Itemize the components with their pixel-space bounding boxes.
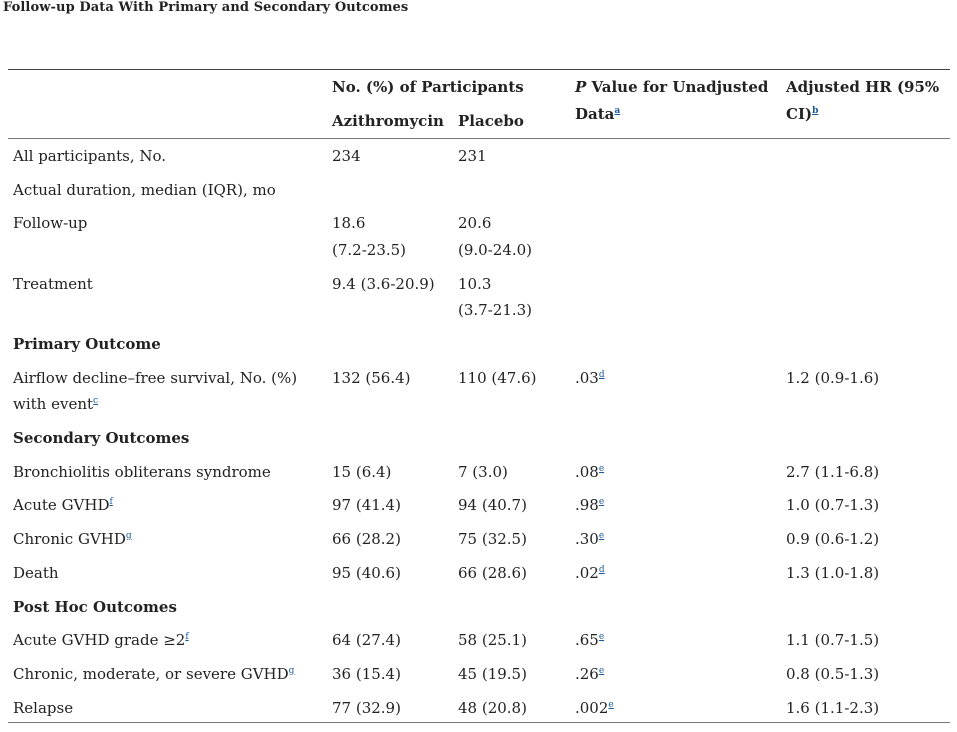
cell-followup-azi-range: (7.2-23.5) [332,241,407,259]
footnote-e-link[interactable]: e [598,497,605,507]
cell-death-pla: 66 (28.6) [458,564,527,582]
bottom-rule [8,722,950,723]
footnote-e-link[interactable]: e [598,531,605,541]
row-label-bos: Bronchiolitis obliterans syndrome [13,463,271,481]
cell-bos-hr: 2.7 (1.1-6.8) [786,463,880,481]
row-label-acute-gvhd: Acute GVHD$^f$ [13,496,113,514]
footnote-a-link[interactable]: a [614,106,621,116]
row-label-all-participants: All participants, No. [13,147,167,165]
footnote-e-link[interactable]: e [598,666,605,676]
cell-chronic-pla: 75 (32.5) [458,530,527,548]
cell-relapse-hr: 1.6 (1.1-2.3) [786,699,880,717]
row-label-treatment: Treatment [13,275,93,293]
section-secondary-outcomes: Secondary Outcomes [13,429,190,447]
cell-relapse-pla: 48 (20.8) [458,699,527,717]
row-label-actual-duration: Actual duration, median (IQR), mo [13,181,276,199]
pvalue-italic-p: P [575,78,587,96]
col-header-hr-line2: CI)$^b$ [786,105,819,123]
table-title: Follow-up Data With Primary and Secondary Outcomes [3,0,409,15]
cell-acute2-pla: 58 (25.1) [458,631,527,649]
cell-acute2-hr: 1.1 (0.7-1.5) [786,631,880,649]
cell-bos-p: .08e [575,463,605,481]
cell-chronicmod-pla: 45 (19.5) [458,665,527,683]
footnote-c-link[interactable]: c [93,396,99,406]
cell-relapse-p: .002e [575,699,614,717]
row-label-chronic-moderate: Chronic, moderate, or severe GVHD$^g$ [13,665,295,683]
cell-airflow-p: .03$^d$ [575,369,605,387]
cell-acute-p: .98e [575,496,605,514]
row-label-airflow-line2: with event$^c$ [13,395,99,413]
row-label-followup: Follow-up [13,214,88,232]
section-post-hoc-outcomes: Post Hoc Outcomes [13,598,177,616]
cell-relapse-azi: 77 (32.9) [332,699,401,717]
footnote-f-link[interactable]: f [109,497,113,507]
row-label-acute-grade2: Acute GVHD grade ≥2$^f$ [13,631,189,649]
cell-all-azi: 234 [332,147,361,165]
top-rule [8,69,950,70]
cell-airflow-hr: 1.2 (0.9-1.6) [786,369,880,387]
footnote-d-link[interactable]: d [598,565,605,575]
footnote-e-link[interactable]: e [608,700,614,710]
cell-acute-azi: 97 (41.4) [332,496,401,514]
header-rule [8,138,950,139]
cell-death-p: .02$^d$ [575,564,605,582]
row-label-relapse: Relapse [13,699,74,717]
row-label-airflow: Airflow decline–free survival, No. (%) [13,369,298,387]
cell-followup-azi: 18.6 [332,214,366,232]
cell-followup-pla-range: (9.0-24.0) [458,241,533,259]
group-header: No. (%) of Participants [332,78,524,96]
cell-death-hr: 1.3 (1.0-1.8) [786,564,880,582]
footnote-f-link[interactable]: f [185,632,189,642]
footnote-d-link[interactable]: d [598,370,605,380]
cell-bos-azi: 15 (6.4) [332,463,392,481]
cell-all-pla: 231 [458,147,487,165]
col-header-placebo: Placebo [458,112,524,130]
col-header-azithromycin: Azithromycin [332,112,444,130]
cell-acute-hr: 1.0 (0.7-1.3) [786,496,880,514]
cell-chronicmod-p: .26e [575,665,605,683]
cell-acute-pla: 94 (40.7) [458,496,527,514]
cell-treatment-azi: 9.4 (3.6-20.9) [332,275,435,293]
cell-acute2-azi: 64 (27.4) [332,631,401,649]
section-primary-outcome: Primary Outcome [13,335,161,353]
cell-airflow-pla: 110 (47.6) [458,369,537,387]
footnote-e-link[interactable]: e [598,464,605,474]
cell-chronic-hr: 0.9 (0.6-1.2) [786,530,880,548]
footnote-e-link[interactable]: e [598,632,605,642]
cell-bos-pla: 7 (3.0) [458,463,508,481]
row-label-death: Death [13,564,59,582]
col-header-pvalue: P Value for Unadjusted [575,78,769,96]
cell-death-azi: 95 (40.6) [332,564,401,582]
footnote-b-link[interactable]: b [812,106,819,116]
cell-followup-pla: 20.6 [458,214,492,232]
cell-chronicmod-azi: 36 (15.4) [332,665,401,683]
cell-airflow-azi: 132 (56.4) [332,369,411,387]
cell-chronicmod-hr: 0.8 (0.5-1.3) [786,665,880,683]
footnote-g-link[interactable]: g [288,666,295,676]
cell-chronic-p: .30e [575,530,605,548]
footnote-g-link[interactable]: g [125,531,132,541]
cell-chronic-azi: 66 (28.2) [332,530,401,548]
col-header-pvalue-line2: Data$^a$ [575,105,621,123]
col-header-hr: Adjusted HR (95% [786,78,940,96]
cell-acute2-p: .65e [575,631,605,649]
row-label-chronic-gvhd: Chronic GVHD$^g$ [13,530,132,548]
cell-treatment-pla-range: (3.7-21.3) [458,301,533,319]
cell-treatment-pla: 10.3 [458,275,492,293]
